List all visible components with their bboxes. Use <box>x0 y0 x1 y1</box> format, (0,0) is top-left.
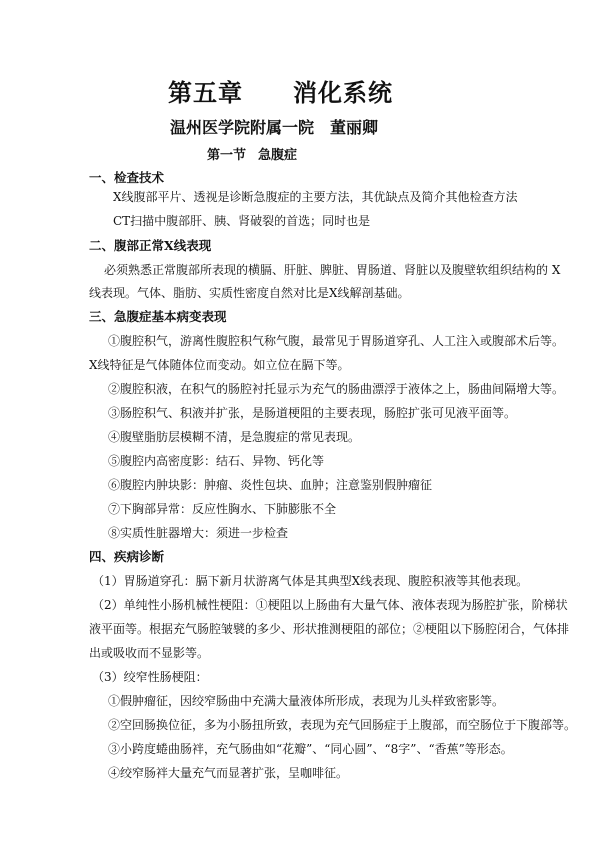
list-item: ⑤腹腔内高密度影：结石、异物、钙化等 <box>108 454 325 468</box>
chapter-name: 消化系统 <box>293 78 393 107</box>
paragraph: CT扫描中腹部肝、胰、肾破裂的首选；同时也是 <box>113 214 371 228</box>
author-line <box>170 115 378 138</box>
list-item: ②空回肠换位征，多为小肠扭所致，表现为充气回肠症于上腹部，而空肠位于下腹部等。 <box>108 718 577 732</box>
author-name: 董丽卿 <box>330 118 379 137</box>
section-title <box>207 144 297 163</box>
paragraph: 线表现。气体、脂肪、实质性密度自然对比是X线解剖基础。 <box>89 286 410 300</box>
list-item: X线特征是气体随体位而变动。如立位在膈下等。 <box>89 358 350 372</box>
list-item: ④绞窄肠袢大量充气而显著扩张，呈咖啡征。 <box>108 766 349 780</box>
section-name: 急腹症 <box>258 148 298 163</box>
author-institution: 温州医学院附属一院 <box>170 118 315 137</box>
chapter-title <box>168 73 393 108</box>
list-item: ②腹腔积液，在积气的肠腔衬托显示为充气的肠曲漂浮于液体之上，肠曲间隔增大等。 <box>108 382 565 396</box>
list-item: ⑧实质性脏器增大：须进一步检查 <box>108 526 289 540</box>
list-item: ④腹壁脂肪层模糊不清，是急腹症的常见表现。 <box>108 430 361 444</box>
paragraph: X线腹部平片、透视是诊断急腹症的主要方法，其优缺点及简介其他检查方法 <box>113 190 518 204</box>
heading-normal-xray: 二、腹部正常X线表现 <box>89 238 212 253</box>
list-item: （1）胃肠道穿孔：膈下新月状游离气体是其典型X线表现、腹腔积液等其他表现。 <box>92 574 529 588</box>
chapter-number: 第五章 <box>168 78 243 107</box>
list-item: （2）单纯性小肠机械性梗阻：①梗阻以上肠曲有大量气体、液体表现为肠腔扩张，阶梯状 <box>92 598 568 612</box>
list-item: ③小跨度蜷曲肠袢，充气肠曲如“花瓣”、“同心圆”、“8字”、“香蕉”等形态。 <box>108 742 513 756</box>
section-number: 第一节 <box>207 148 247 163</box>
list-item: ①腹腔积气，游离性腹腔积气称气腹，最常见于胃肠道穿孔、人工注入或腹部术后等。 <box>108 334 565 348</box>
heading-basic-lesions: 三、急腹症基本病变表现 <box>89 309 227 324</box>
list-item: ①假肿瘤征，因绞窄肠曲中充满大量液体所形成，表现为儿头样致密影等。 <box>108 694 505 708</box>
list-item: （3）绞窄性肠梗阻： <box>92 670 208 684</box>
list-item: ⑦下胸部异常：反应性胸水、下肺膨胀不全 <box>108 502 337 516</box>
paragraph: 液平面等。根据充气肠腔皱襞的多少、形状推测梗阻的部位；②梗阻以下肠腔闭合，气体排 <box>89 622 570 636</box>
heading-exam-techniques: 一、检查技术 <box>89 170 165 185</box>
heading-diagnosis: 四、疾病诊断 <box>89 549 165 564</box>
paragraph: 出或吸收而不显影等。 <box>89 646 210 660</box>
list-item: ⑥腹腔内肿块影：肿瘤、炎性包块、血肿；注意鉴别假肿瘤征 <box>108 478 433 492</box>
list-item: ③肠腔积气、积液并扩张，是肠道梗阻的主要表现，肠腔扩张可见液平面等。 <box>108 406 517 420</box>
paragraph: 必须熟悉正常腹部所表现的横膈、肝脏、脾脏、胃肠道、肾脏以及腹壁软组织结构的 X <box>104 263 561 277</box>
